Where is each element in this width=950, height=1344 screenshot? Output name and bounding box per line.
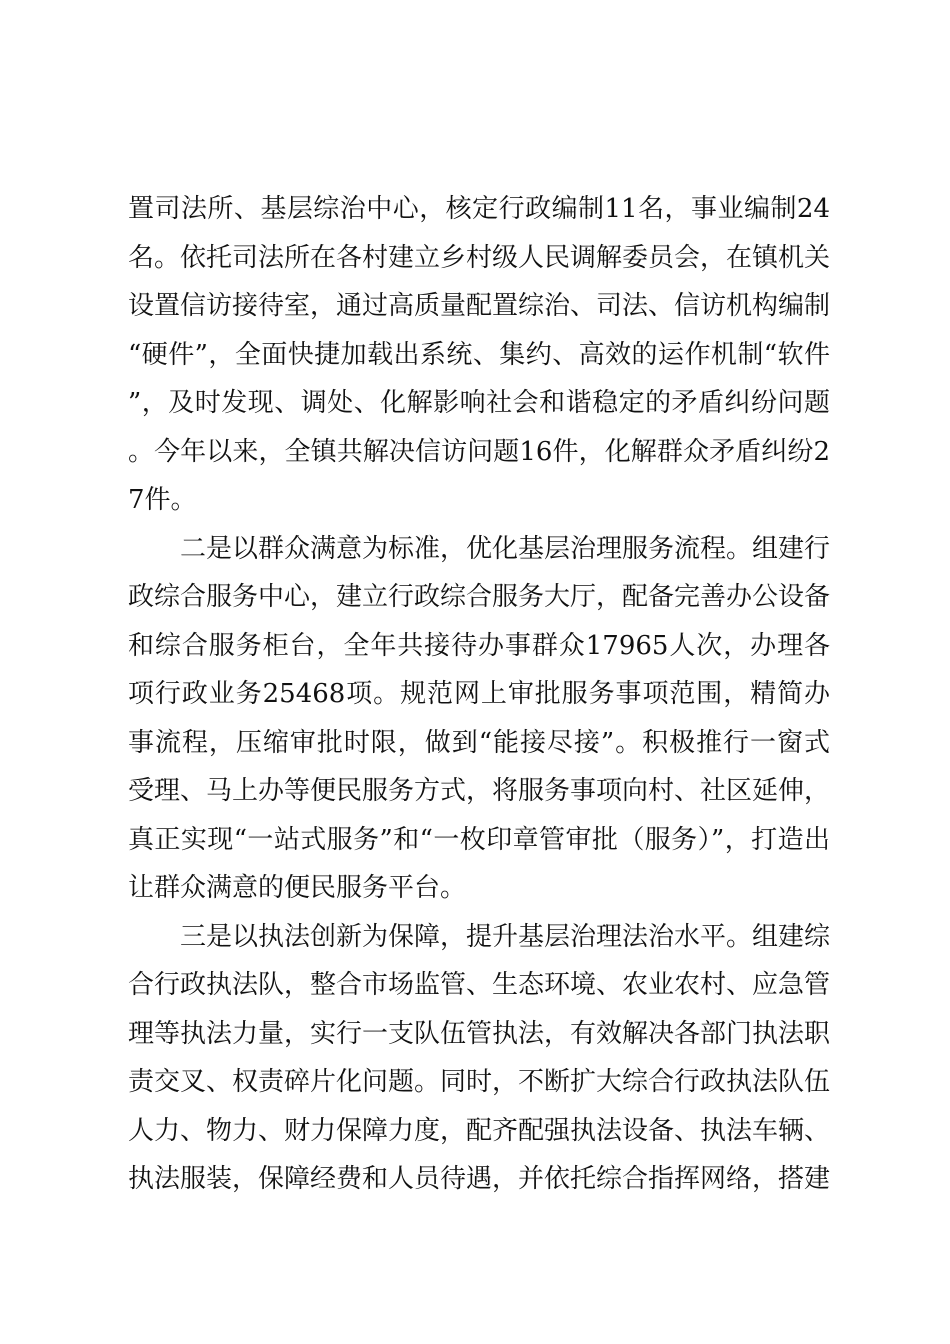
paragraph-continuation: 置司法所、基层综治中心，核定行政编制11名，事业编制24名。依托司法所在各村建立乡村级人民调解委员会，在镇机关设置信访接待室，通过高质量配置综治、司法、信访机构编制“硬件”，全面快捷加载出系统、集约、高效的运作机制“软件”，及时发现、调处、化解影响社会和谐稳定的矛盾纠纷问题。今年以来，全镇共解决信访问题16件，化解群众矛盾纠纷27件。	[128, 194, 831, 515]
paragraph-law-enforcement: 三是以执法创新为保障，提升基层治理法治水平。组建综合行政执法队，整合市场监管、生态环境、农业农村、应急管理等执法力量，实行一支队伍管执法，有效解决各部门执法职责交叉、权责碎片化问题。同时，不断扩大综合行政执法队伍人力、物力、财力保障力度，配齐配强执法设备、执法车辆、执法服装，保障经费和人员待遇，并依托综合指挥网络，搭建	[128, 921, 831, 1194]
paragraph-service-process: 二是以群众满意为标准，优化基层治理服务流程。组建行政综合服务中心，建立行政综合服务大厅，配备完善办公设备和综合服务柜台，全年共接待办事群众17965人次，办理各项行政业务25468项。规范网上审批服务事项范围，精简办事流程，压缩审批时限，做到“能接尽接”。积极推行一窗式受理、马上办等便民服务方式，将服务事项向村、社区延伸，真正实现“一站式服务”和“一枚印章管审批（服务）”，打造出让群众满意的便民服务平台。	[128, 533, 831, 903]
document-body	[128, 185, 830, 1204]
